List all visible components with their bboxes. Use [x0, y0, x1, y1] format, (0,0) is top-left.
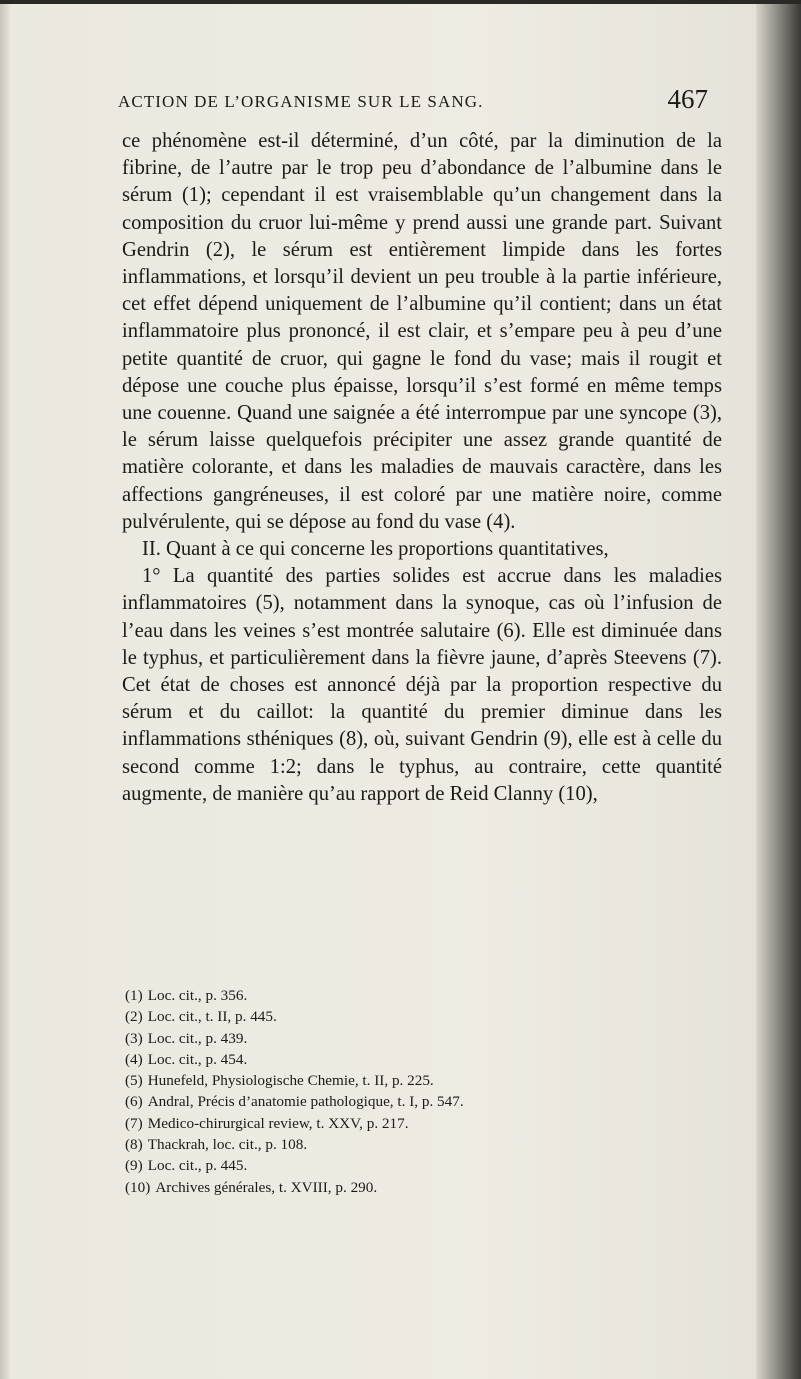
footnote: [125, 1155, 725, 1176]
footnote-text: Loc. cit., p. 445.: [147, 1157, 248, 1175]
body-text: [122, 128, 722, 808]
footnote-text: Hunefeld, Physiologische Chemie, t. II, p. 225.: [147, 1072, 434, 1090]
footnote: [125, 1006, 725, 1027]
book-spine-shadow: [756, 0, 801, 1379]
page-header: [118, 84, 718, 124]
footnote-text: Medico-chirurgical review, t. XXV, p. 217.: [147, 1114, 409, 1132]
footnote-number: (8): [125, 1136, 143, 1154]
page-left-edge: [0, 0, 10, 1379]
running-head: ACTION DE L’ORGANISME SUR LE SANG.: [118, 92, 484, 111]
footnote-number: (9): [125, 1157, 143, 1175]
footnote-number: (1): [125, 987, 143, 1004]
footnote-number: (10): [125, 1178, 151, 1196]
footnote-text: Andral, Précis d’anatomie pathologique, t. I, p. 547.: [147, 1093, 464, 1111]
footnote: [125, 1113, 725, 1134]
footnote: [125, 1177, 725, 1198]
footnote-text: Archives générales, t. XVIII, p. 290.: [155, 1178, 378, 1196]
paragraph: ce phénomène est-il déterminé, d’un côté, par la diminution de la fibrine, de l’autre par le trop peu d’abondance de l’albumine dans le sérum (1); cependant il est vraisemblable qu’un changement dans la composition du cruor lui-même y prend aussi une grande part. Suivant Gendrin (2), le sérum est entièrement limpide dans les fortes inflammations, et lorsqu’il devient un peu trouble à la partie inférieure, cet effet dépend uniquement de l’albumine qu’il contient; dans un état inflammatoire plus prononcé, il est clair, et s’empare peu à peu d’une petite quantité de cruor, qui gagne le fond du vase; mais il rougit et dépose une couche plus épaisse, lorsqu’il s’est formé en même temps une couenne. Quand une saignée a été interrompue par une syncope (3), le sérum laisse quelquefois précipiter une assez grande quantité de matière colorante, et dans les maladies de mauvais caractère, dans les affections gangréneuses, il est coloré par une matière noire, comme pulvérulente, qui se dépose au fond du vase (4).: [122, 130, 722, 533]
footnote-text: Thackrah, loc. cit., p. 108.: [147, 1136, 308, 1154]
footnote-number: (3): [125, 1029, 143, 1047]
footnotes: [125, 985, 725, 1198]
footnote-number: (4): [125, 1050, 143, 1068]
footnote-number: (2): [125, 1008, 143, 1026]
footnote-text: Loc. cit., p. 454.: [147, 1050, 248, 1068]
page-number: 467: [667, 84, 708, 114]
footnote: [125, 1091, 725, 1112]
footnote-number: (5): [125, 1072, 143, 1090]
footnote: [125, 985, 725, 1006]
footnote: [125, 1028, 725, 1049]
footnote-number: (7): [125, 1114, 143, 1132]
footnote-text: Loc. cit., p. 356.: [147, 987, 248, 1004]
footnote: [125, 1070, 725, 1091]
footnote-text: Loc. cit., p. 439.: [147, 1029, 248, 1047]
footnote-number: (6): [125, 1093, 143, 1111]
footnote: [125, 1049, 725, 1070]
paragraph: 1° La quantité des parties solides est accrue dans les maladies inflammatoires (5), notamment dans la synoque, cas où l’infusion de l’eau dans les veines s’est montrée salutaire (6). Elle est diminuée dans le typhus, et particulièrement dans la fièvre jaune, d’après Steevens (7). Cet état de choses est annoncé déjà par la proportion respective du sérum et du caillot: la quantité du premier diminue dans les inflammations sthéniques (8), où, suivant Gendrin (9), elle est à celle du second comme 1:2; dans le typhus, au contraire, cette quantité augmente, de manière qu’au rapport de Reid Clanny (10),: [122, 565, 722, 805]
page-top-edge: [0, 0, 801, 4]
paragraph: II. Quant à ce qui concerne les proportions quantitatives,: [142, 538, 609, 561]
footnote: [125, 1134, 725, 1155]
footnote-text: Loc. cit., t. II, p. 445.: [147, 1008, 277, 1026]
